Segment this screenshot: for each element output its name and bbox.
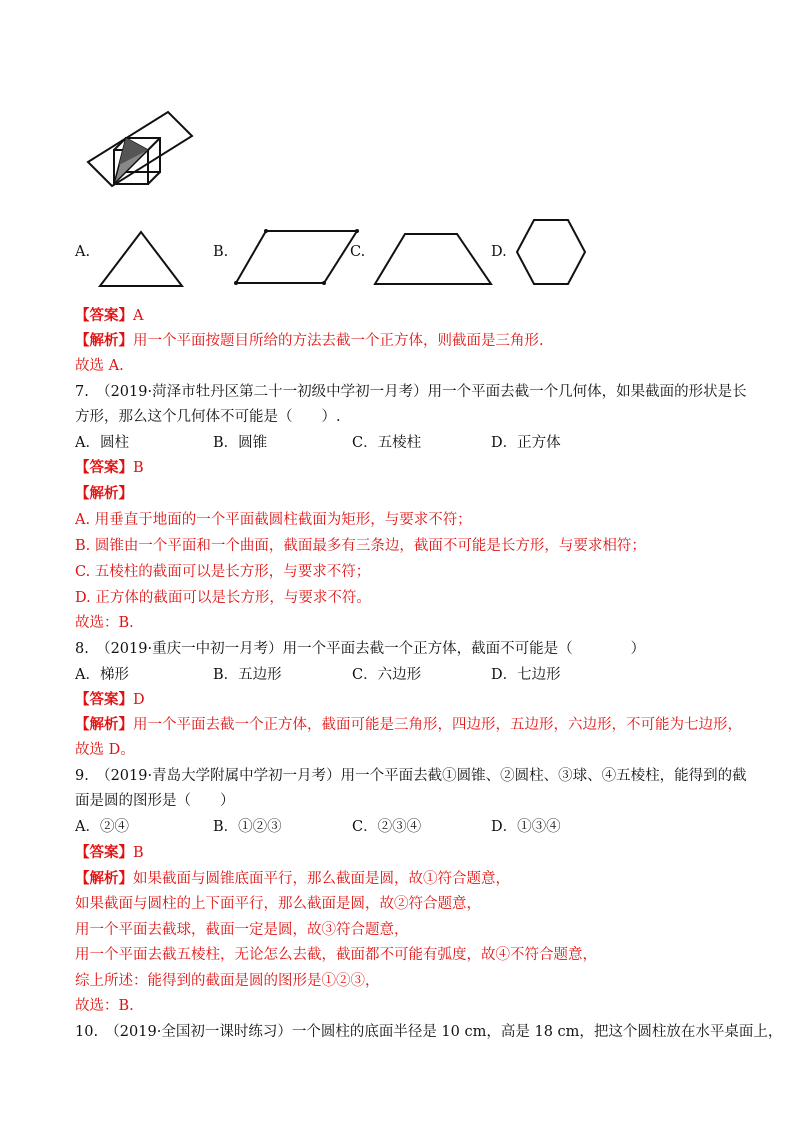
option-d-label: D. (491, 244, 507, 260)
q9-stem-line2: 面是圆的图形是（ ） (75, 793, 235, 809)
q7-analysis-line: D. 正方体的截面可以是长方形，与要求不符。 (75, 590, 371, 606)
analysis-tag: 【解析】 (75, 716, 133, 733)
analysis-text: 如果截面与圆锥底面平行，那么截面是圆，故①符合题意， (133, 871, 510, 887)
q7-analysis-line: C. 五棱柱的截面可以是长方形，与要求不符； (75, 564, 371, 580)
q7-option-c: C．五棱柱 (352, 435, 422, 451)
analysis-tag: 【解析】 (75, 870, 133, 887)
q6-analysis (75, 331, 544, 351)
answer-tag: 【答案】 (75, 307, 133, 324)
hexagon-shape (513, 216, 588, 288)
answer-value: B (133, 845, 144, 861)
answer-value: D (133, 692, 145, 708)
answer-tag: 【答案】 (75, 691, 133, 708)
answer-value: A (133, 308, 144, 324)
q8-option-d: D．七边形 (491, 667, 561, 683)
q8-answer (75, 690, 145, 710)
q8-analysis (75, 715, 742, 735)
analysis-text: 用一个平面去截一个正方体，截面可能是三角形，四边形，五边形，六边形，不可能为七边形， (133, 717, 742, 733)
trapezoid-shape (371, 228, 496, 290)
analysis-text: 用一个平面按题目所给的方法去截一个正方体，则截面是三角形. (133, 333, 544, 349)
q7-conclusion: 故选：B. (75, 615, 134, 631)
q7-analysis-line: A. 用垂直于地面的一个平面截圆柱截面为矩形，与要求不符； (75, 512, 472, 528)
q7-stem-line2: 方形，那么这个几何体不可能是（ ）. (75, 409, 341, 425)
q8-conclusion: 故选 D。 (75, 742, 135, 758)
q6-conclusion: 故选 A. (75, 358, 124, 374)
q8-option-a: A．梯形 (75, 667, 129, 683)
q9-option-b: B．①②③ (213, 819, 282, 835)
parallelogram-shape (232, 226, 362, 288)
q7-option-d: D．正方体 (491, 435, 561, 451)
q9-answer (75, 843, 144, 863)
triangle-shape (96, 228, 186, 290)
q7-analysis-line: B. 圆锥由一个平面和一个曲面，截面最多有三条边，截面不可能是长方形，与要求相符； (75, 538, 646, 554)
q9-option-a: A．②④ (75, 819, 129, 835)
q9-analysis-line: 用一个平面去截五棱柱，无论怎么去截，截面都不可能有弧度，故④不符合题意， (75, 947, 597, 963)
q8-option-b: B．五边形 (213, 667, 282, 683)
answer-tag: 【答案】 (75, 844, 133, 861)
option-b-label: B. (213, 244, 229, 260)
q9-option-c: C．②③④ (352, 819, 422, 835)
q7-option-a: A．圆柱 (75, 435, 129, 451)
option-c-label: C. (350, 244, 366, 260)
cube-section-figure (86, 110, 196, 190)
q8-option-c: C．六边形 (352, 667, 422, 683)
q8-stem-line1: 8. （2019·重庆一中初一月考）用一个平面去截一个正方体，截面不可能是（ ） (75, 641, 646, 657)
analysis-tag: 【解析】 (75, 332, 133, 349)
q9-stem-line1: 9. （2019·青岛大学附属中学初一月考）用一个平面去截①圆锥、②圆柱、③球、④五棱柱，能得到的截 (75, 768, 747, 784)
answer-tag: 【答案】 (75, 459, 133, 476)
q9-analysis-line: 综上所述：能得到的截面是圆的图形是①②③， (75, 973, 380, 989)
q7-option-b: B．圆锥 (213, 435, 268, 451)
q7-analysis-tag (75, 484, 133, 504)
answer-value: B (133, 460, 144, 476)
q9-analysis-line: 用一个平面去截球，截面一定是圆，故③符合题意， (75, 922, 409, 938)
q9-analysis (75, 869, 510, 889)
q7-answer (75, 458, 144, 478)
q9-option-d: D．①③④ (491, 819, 561, 835)
q6-answer (75, 306, 143, 326)
q9-analysis-line: 如果截面与圆柱的上下面平行，那么截面是圆，故②符合题意， (75, 896, 481, 912)
analysis-tag: 【解析】 (75, 485, 133, 502)
option-a-label: A. (75, 244, 91, 260)
q7-stem-line1: 7. （2019·菏泽市牡丹区第二十一初级中学初一月考）用一个平面去截一个几何体，如果截面的形状是长 (75, 384, 747, 400)
q9-conclusion: 故选：B. (75, 998, 134, 1014)
q10-stem-line1: 10. （2019·全国初一课时练习）一个圆柱的底面半径是 10 cm，高是 18 cm，把这个圆柱放在水平桌面上， (75, 1024, 783, 1040)
